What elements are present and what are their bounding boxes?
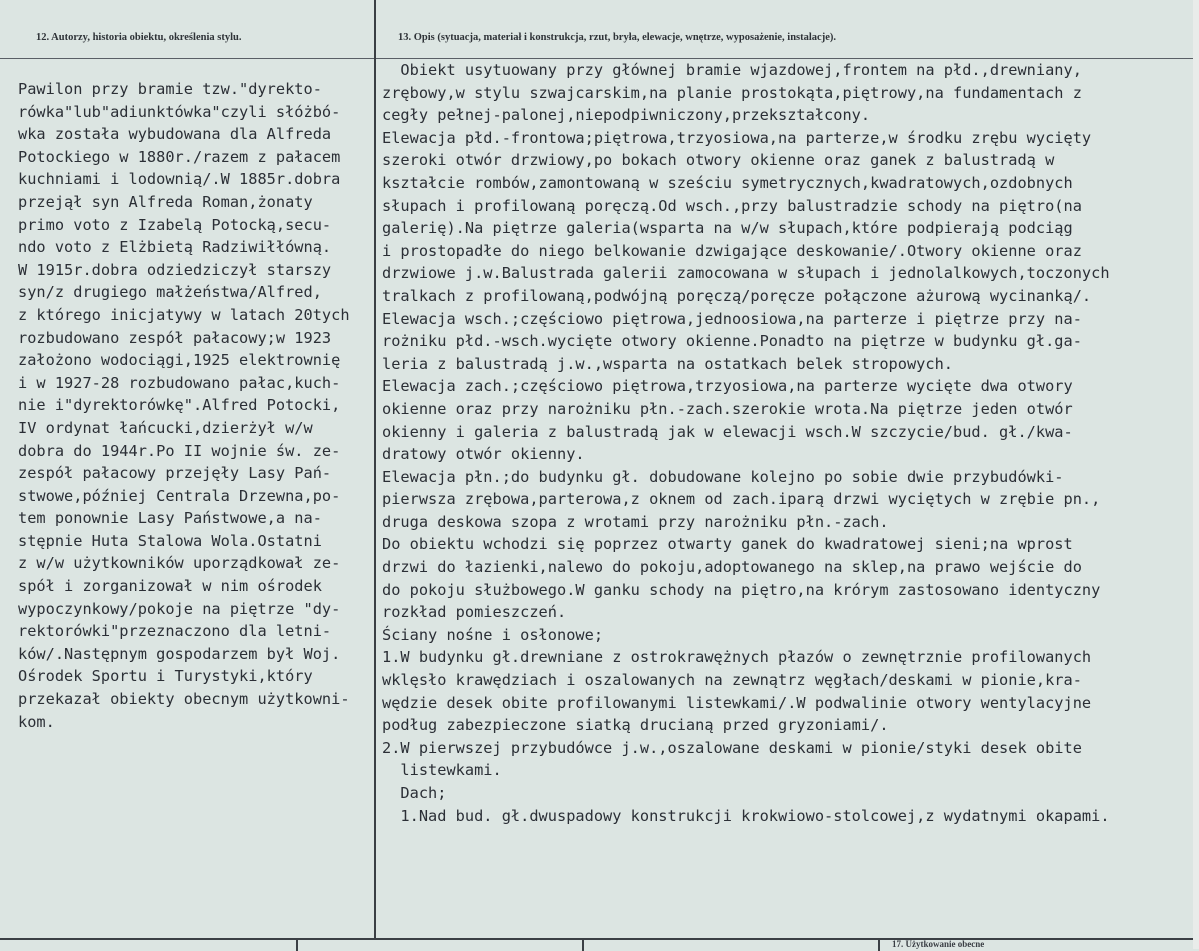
description-line: drzwiowe j.w.Balustrada galerii zamocowana w słupach i jednolalkowych,toczonych [382, 264, 1110, 283]
history-line: kom. [18, 712, 55, 731]
history-line: Potockiego w 1880r./razem z pałacem [18, 147, 341, 166]
description-line: drzwi do łazienki,nalewo do pokoju,adoptowanego na sklep,na prawo wejście do [382, 558, 1082, 577]
history-line: W 1915r.dobra odziedziczył starszy [18, 260, 332, 279]
page-edge [1193, 0, 1199, 949]
history-line: stępnie Huta Stalowa Wola.Ostatni [18, 531, 322, 550]
description-line: Dach; [382, 784, 447, 802]
history-line: primo voto z Izabelą Potocką,secu- [18, 215, 332, 234]
description-line: 1.W budynku gł.drewniane z ostrokrawężnych płazów o zewnętrznie profilowanych [382, 648, 1092, 667]
history-line: ndo voto z Elżbietą Radziwiłłówną. [18, 238, 332, 257]
description-line: Elewacja płd.-frontowa;piętrowa,trzyosiowa,na parterze,w środku zrębu wycięty [382, 128, 1092, 147]
next-section-strip [0, 938, 1199, 951]
description-line: druga deskowa szopa z wrotami przy narożniku płn.-zach. [382, 512, 889, 531]
description-line: kształcie rombów,zamontowaną w sześciu symetrycznych,kwadratowych,ozdobnych [382, 173, 1073, 192]
description-line: Elewacja płn.;do budynku gł. dobudowane kolejno po sobie dwie przybudówki- [382, 467, 1064, 486]
description-line: 2.W pierwszej przybudówce j.w.,oszalowane deskami w pionie/styki desek obite [382, 738, 1082, 757]
description-heading: 13. Opis (sytuacja, materiał i konstrukcja, rzut, bryła, elewacje, wnętrze, wyposażenie, instalacje). [398, 32, 837, 43]
history-line: rektorówki"przeznaczono dla letni- [18, 622, 332, 641]
description-text [382, 59, 1110, 827]
history-text [18, 78, 350, 733]
description-line: Elewacja wsch.;częściowo piętrowa,jednoosiowa,na parterze i piętrze przy na- [382, 309, 1082, 328]
history-line: rówka"lub"adiunktówka"czyli słóżbó- [18, 102, 341, 121]
description-line: dratowy otwór okienny. [382, 445, 585, 464]
history-line: wka została wybudowana dla Alfreda [18, 125, 332, 144]
description-line: i prostopadłe do niego belkowanie dzwigające deskowanie/.Otwory okienne oraz [382, 241, 1082, 260]
description-column [376, 0, 1199, 938]
description-line: Do obiektu wchodzi się poprzez otwarty ganek do kwadratowej sieni;na wprost [382, 535, 1073, 554]
description-line: do pokoju służbowego.W ganku schody na piętro,na krórym zastosowano identyczny [382, 580, 1101, 599]
description-line: wklęsło krawędziach i oszalowanych na zewnątrz węgłach/deskami w pionie,kra- [382, 671, 1082, 690]
history-heading: 12. Autorzy, historia obiektu, określenia stylu. [36, 32, 242, 43]
strip-divider [582, 940, 584, 951]
history-line: założono wodociągi,1925 elektrownię [18, 351, 341, 370]
history-line: wypoczynkowy/pokoje na piętrze "dy- [18, 599, 341, 618]
description-line: galerię).Na piętrze galeria(wsparta na w/w słupach,które podpierają podciąg [382, 219, 1073, 238]
history-line: z w/w użytkowników uporządkował ze- [18, 554, 341, 573]
description-line: wędzie desek obite profilowanymi listewkami/.W podwalinie otwory wentylacyjne [382, 693, 1092, 712]
history-line: i w 1927-28 rozbudowano pałac,kuch- [18, 373, 341, 392]
history-heading-rule [0, 58, 374, 59]
history-line: przejął syn Alfreda Roman,żonaty [18, 192, 313, 211]
history-line: Pawilon przy bramie tzw."dyrekto- [18, 80, 322, 98]
strip-divider [296, 940, 298, 951]
history-line: tem ponownie Lasy Państwowe,a na- [18, 509, 322, 528]
description-line: rozkład pomieszczeń. [382, 603, 567, 622]
history-line: syn/z drugiego małżeństwa/Alfred, [18, 283, 322, 302]
history-line: stwowe,później Centrala Drzewna,po- [18, 486, 341, 505]
description-line: Elewacja zach.;częściowo piętrowa,trzyosiowa,na parterze wycięte dwa otwory [382, 377, 1073, 396]
description-line: zrębowy,w stylu szwajcarskim,na planie prostokąta,piętrowy,na fundamentach z [382, 83, 1082, 102]
history-line: ków/.Następnym gospodarzem był Woj. [18, 644, 341, 663]
description-line: okienny i galeria z balustradą jak w elewacji wsch.W szczycie/bud. gł./kwa- [382, 422, 1073, 441]
description-line: okienne oraz przy narożniku płn.-zach.szerokie wrota.Na piętrze jeden otwór [382, 399, 1073, 418]
description-line: Obiekt usytuowany przy głównej bramie wjazdowej,frontem na płd.,drewniany, [382, 61, 1082, 79]
description-line: Ściany nośne i osłonowe; [382, 625, 604, 644]
description-line: rożniku płd.-wsch.wycięte otwory okienne.Ponadto na piętrze w budynku gł.ga- [382, 332, 1082, 351]
history-line: spół i zorganizował w nim ośrodek [18, 577, 322, 596]
history-column [0, 0, 374, 938]
description-line: pierwsza zrębowa,parterowa,z oknem od zach.iparą drzwi wyciętych w zrębie pn., [382, 490, 1101, 509]
history-line: zespół pałacowy przejęły Lasy Pań- [18, 464, 332, 483]
description-line: 1.Nad bud. gł.dwuspadowy konstrukcji krokwiowo-stolcowej,z wydatnymi okapami. [382, 806, 1110, 825]
description-line: listewkami. [382, 761, 502, 780]
description-line: leria z balustradą j.w.,wsparta na ostatkach belek stropowych. [382, 354, 953, 373]
usage-heading-cut: 17. Użytkowanie obecne [892, 940, 985, 949]
strip-divider [878, 940, 880, 951]
description-line: tralkach z profilowaną,podwójną poręczą/poręcze połączone ażurową wycinanką/. [382, 286, 1092, 305]
history-line: przekazał obiekty obecnym użytkowni- [18, 690, 350, 709]
history-line: rozbudowano zespół pałacowy;w 1923 [18, 328, 332, 347]
description-line: słupach i profilowaną poręczą.Od wsch.,przy balustradzie schody na piętro(na [382, 196, 1082, 215]
history-line: Ośrodek Sportu i Turystyki,który [18, 667, 313, 686]
history-line: nie i"dyrektorówkę".Alfred Potocki, [18, 396, 341, 415]
description-line: podług zabezpieczone siatką drucianą przed gryzoniami/. [382, 716, 889, 735]
history-line: IV ordynat łańcucki,dzierżył w/w [18, 418, 313, 437]
description-line: szeroki otwór drzwiowy,po bokach otwory okienne oraz ganek z balustradą w [382, 151, 1055, 170]
description-line: cegły pełnej-palonej,niepodpiwniczony,przekształcony. [382, 106, 871, 125]
history-line: z którego inicjatywy w latach 20tych [18, 305, 350, 324]
history-line: dobra do 1944r.Po II wojnie św. ze- [18, 441, 341, 460]
history-line: kuchniami i lodownią/.W 1885r.dobra [18, 170, 341, 189]
